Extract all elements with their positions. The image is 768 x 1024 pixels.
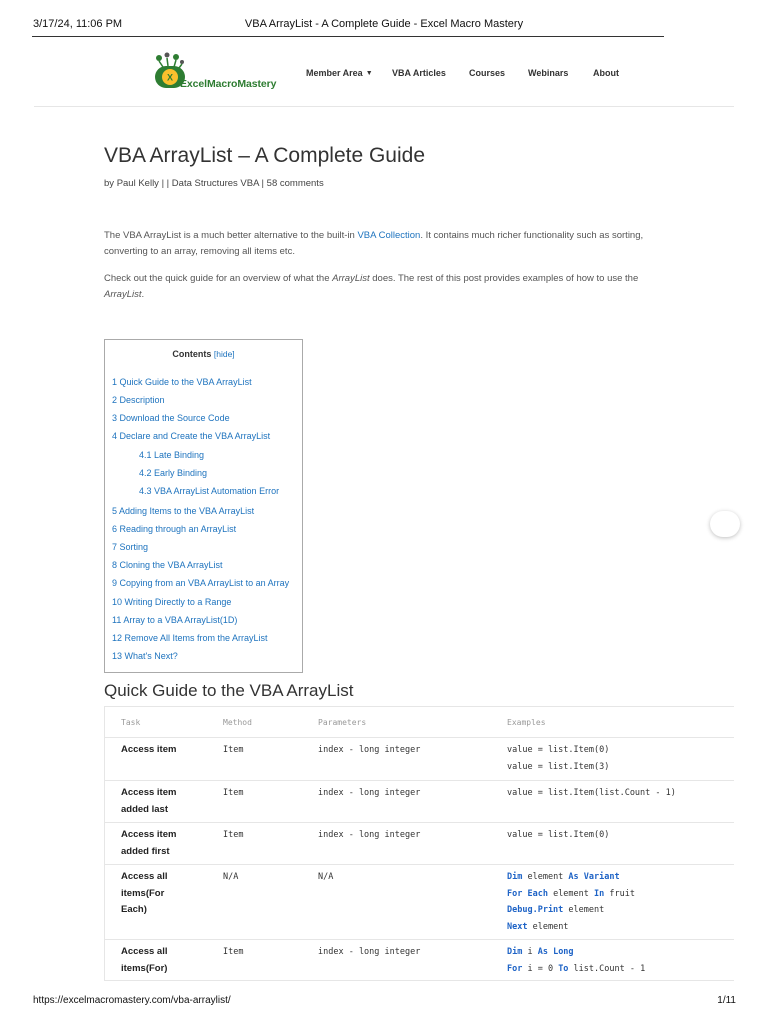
site-header [0,40,768,108]
column-header: Task [121,718,141,727]
toc-item-link[interactable]: 7 Sorting [112,542,149,552]
site-logo[interactable] [153,52,288,92]
paragraph-text: Check out the quick guide for an overview of what the [104,273,333,284]
print-header-rule [32,36,664,37]
method-cell: N/A [223,872,239,882]
code-keyword: To [558,963,569,974]
code-line [507,961,645,978]
category-link[interactable]: Data Structures VBA [171,178,259,189]
method-cell: Item [223,830,244,840]
toc-header [105,349,302,359]
paragraph-italic: ArrayList [104,289,142,300]
task-line: Access item [121,829,177,840]
toc-hide-toggle[interactable]: [hide] [213,349,235,359]
toc-title: Contents [172,349,212,359]
code-keyword: As Variant [568,872,620,882]
code-keyword: For Each [507,888,548,899]
toc-item-link[interactable]: 8 Cloning the VBA ArrayList [112,560,223,570]
task-cell [121,827,176,860]
byline-prefix: by [104,178,117,189]
examples-cell [507,869,635,935]
page-title: VBA ArrayList – A Complete Guide [104,144,426,167]
examples-cell [507,742,609,775]
author-link[interactable]: Paul Kelly [116,178,159,189]
task-line: added first [121,845,170,857]
code-text: fruit [604,888,635,899]
vba-collection-link[interactable]: VBA Collection [357,230,421,241]
code-line [507,902,635,919]
task-line: Each) [121,904,147,915]
task-cell [121,869,167,919]
table-row [105,823,734,865]
toc-item-link[interactable]: 12 Remove All Items from the ArrayList [112,633,268,643]
toc-item-link[interactable]: 10 Writing Directly to a Range [112,597,232,607]
paragraph-text: . [141,289,145,300]
code-keyword: Debug.Print [507,905,564,915]
table-row [105,781,734,823]
toc-item-link[interactable]: 2 Description [112,395,165,405]
header-divider [34,106,734,107]
task-line: items(For [121,887,165,899]
parameters-cell: index - long integer [318,830,421,840]
code-line [507,759,609,776]
nav-vba-articles[interactable]: VBA Articles [392,68,446,78]
parameters-cell: index - long integer [318,947,421,957]
chevron-down-icon: ▼ [365,70,373,77]
print-doc-title: VBA ArrayList - A Complete Guide - Excel Macro Mastery [244,18,524,30]
task-line: added last [121,803,168,815]
code-text: element [563,905,605,915]
code-keyword: Next [507,921,528,932]
print-url: https://excelmacromastery.com/vba-arraylist/ [33,995,231,1006]
toc-item-link[interactable]: 4.2 Early Binding [139,468,208,478]
nav-courses[interactable]: Courses [469,68,506,78]
method-cell: Item [223,745,244,755]
code-line [507,919,635,936]
code-keyword: As Long [537,947,574,957]
code-text: value = list.Item(0) [507,745,610,755]
byline-separator: | | [158,178,172,189]
byline [104,178,324,189]
toc-item-link[interactable]: 5 Adding Items to the VBA ArrayList [112,506,255,516]
nav-label: Member Area [306,68,363,78]
code-line [507,886,635,903]
examples-cell [507,785,676,802]
quick-guide-table [104,706,734,981]
table-row [105,865,734,940]
byline-separator: | [258,178,267,189]
toc-item-link[interactable]: 11 Array to a VBA ArrayList(1D) [112,615,238,625]
method-cell: Item [223,947,244,957]
code-text: element [527,921,569,932]
code-text: list.Count - 1 [568,963,646,974]
toc-item-link[interactable]: 13 What's Next? [112,651,178,661]
parameters-cell: index - long integer [318,745,421,755]
toc-item-link[interactable]: 6 Reading through an ArrayList [112,524,237,534]
nav-member-area[interactable] [306,68,373,78]
task-line: items(For) [121,962,168,974]
task-line: Access all [121,871,168,882]
task-cell [121,742,176,759]
table-of-contents [104,339,303,673]
parameters-cell: N/A [318,872,334,882]
print-page-number: 1/11 [717,995,736,1006]
comments-link[interactable]: 58 comments [266,178,324,189]
toc-item-link[interactable]: 4.1 Late Binding [139,450,205,460]
code-text: value = list.Item(0) [507,830,610,840]
code-keyword: Dim [507,947,523,957]
nav-about[interactable]: About [593,68,619,78]
code-text: i [522,947,538,957]
nav-webinars[interactable]: Webinars [528,68,569,78]
overview-paragraph [104,271,674,303]
code-line [507,742,609,759]
paragraph-text: . It contains much richer functionality such as sorting, converting to an array, removing all items etc. [104,230,644,257]
examples-cell [507,827,609,844]
table-row [105,940,734,980]
task-cell [121,785,176,818]
column-header: Method [223,718,252,727]
toc-item-link[interactable]: 4 Declare and Create the VBA ArrayList [112,431,271,441]
paragraph-text: The VBA ArrayList is a much better alternative to the built-in [104,230,358,241]
column-header: Parameters [318,718,367,727]
table-row [105,738,734,781]
code-text: i = 0 [522,963,559,974]
task-line: Access item [121,787,177,798]
table-header-row [105,707,734,738]
code-line [507,944,645,961]
code-keyword: Dim [507,872,523,882]
toc-item-link[interactable]: 3 Download the Source Code [112,413,230,423]
floating-widget-tab[interactable] [710,511,740,537]
section-heading-quick-guide: Quick Guide to the VBA ArrayList [104,681,354,700]
toc-item-link[interactable]: 9 Copying from an VBA ArrayList to an Array [112,578,290,588]
code-text: element [522,872,569,882]
method-cell: Item [223,788,244,798]
code-keyword: In [594,888,605,899]
toc-item-link[interactable]: 1 Quick Guide to the VBA ArrayList [112,377,252,387]
code-text: element [547,888,595,899]
toc-item-link[interactable]: 4.3 VBA ArrayList Automation Error [139,486,280,496]
task-line: Access all [121,946,168,957]
code-text: value = list.Item(list.Count - 1) [507,788,676,798]
code-text: value = list.Item(3) [507,761,610,772]
code-keyword: For [507,963,523,974]
logo-text: ExcelMacroMastery [180,78,277,90]
svg-text:X: X [166,72,174,83]
paragraph-italic: ArrayList [332,273,370,284]
code-line [507,869,635,886]
examples-cell [507,944,645,977]
print-header [0,0,768,40]
print-datetime: 3/17/24, 11:06 PM [33,18,123,30]
code-line [507,827,609,844]
paragraph-text: does. The rest of this post provides examples of how to use the [369,273,639,284]
intro-paragraph [104,228,674,260]
column-header: Examples [507,718,546,727]
parameters-cell: index - long integer [318,788,421,798]
task-line: Access item [121,744,177,755]
task-cell [121,944,167,977]
code-line [507,785,676,802]
